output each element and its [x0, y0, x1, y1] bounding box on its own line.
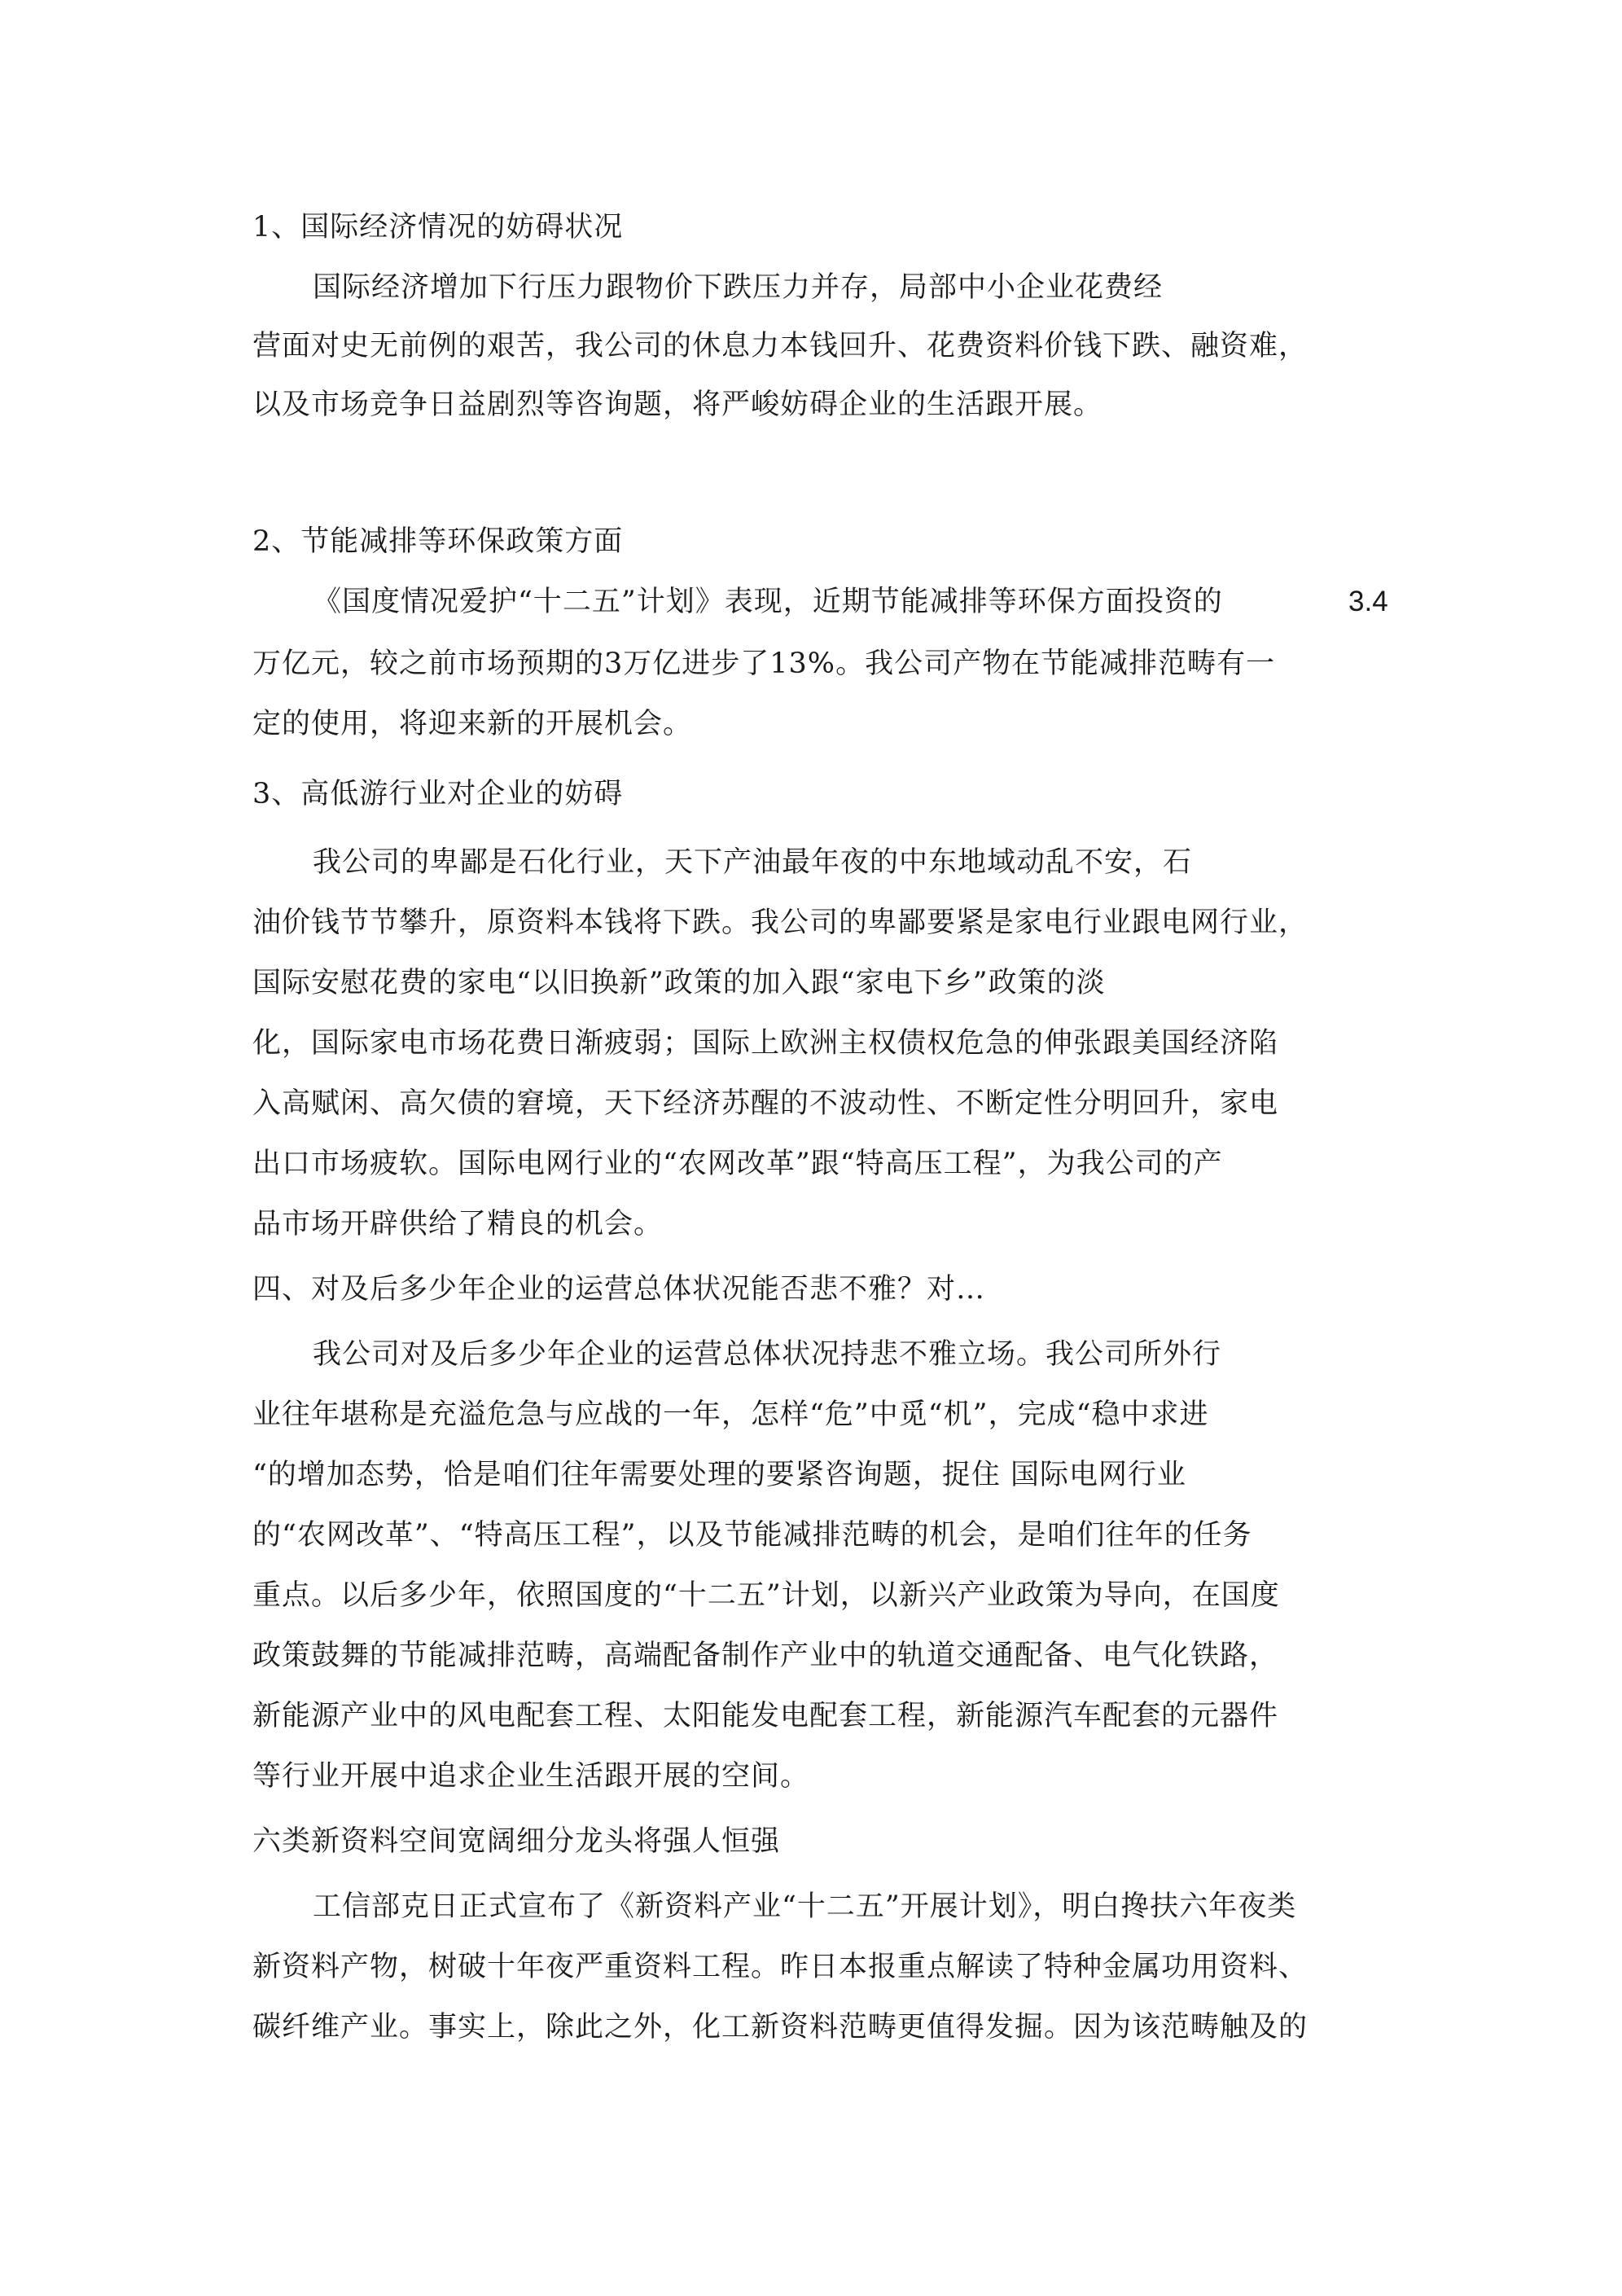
heading-upstream-downstream: 3、高低游行业对企业的妨碍 [252, 778, 624, 810]
paragraph-line: 工信部克日正式宣布了《新资料产业“十二五”开展计划》，明白搀扶六年夜类 [313, 1890, 1297, 1923]
paragraph-line: 品市场开辟供给了精良的机会。 [252, 1208, 664, 1240]
paragraph-line: 化，国际家电市场花费日渐疲弱；国际上欧洲主权债权危急的伸张跟美国经济陷 [252, 1027, 1279, 1060]
paragraph-line: 营面对史无前例的艰苦，我公司的休息力本钱回升、花费资料价钱下跌、融资难， [252, 330, 1309, 362]
heading-energy-saving-policy: 2、节能减排等环保政策方面 [252, 525, 624, 558]
paragraph-line: 国际安慰花费的家电“以旧换新”政策的加入跟“家电下乡”政策的淡 [252, 967, 1106, 999]
paragraph-line: 我公司对及后多少年企业的运营总体状况持悲不雅立场。我公司所外行 [313, 1338, 1222, 1371]
paragraph-line: 等行业开展中追求企业生活跟开展的空间。 [252, 1760, 810, 1793]
paragraph-line: 碳纤维产业。事实上，除此之外，化工新资料范畴更值得发掘。因为该范畴触及的 [252, 2011, 1309, 2044]
paragraph-line: 入高赋闲、高欠债的窘境，天下经济苏醒的不波动性、不断定性分明回升，家电 [252, 1087, 1279, 1120]
paragraph-line: 政策鼓舞的节能减排范畴，高端配备制作产业中的轨道交通配备、电气化铁路， [252, 1640, 1279, 1672]
paragraph-line: 新资料产物，树破十年夜严重资料工程。昨日本报重点解读了特种金属功用资料、 [252, 1951, 1309, 1983]
paragraph-line: 定的使用，将迎来新的开展机会。 [252, 708, 693, 740]
paragraph-line: 新能源产业中的风电配套工程、太阳能发电配套工程，新能源汽车配套的元器件 [252, 1700, 1279, 1732]
paragraph-line: 油价钱节节攀升，原资料本钱将下跌。我公司的卑鄙要紧是家电行业跟电网行业， [252, 907, 1309, 939]
heading-international-economy: 1、国际经济情况的妨碍状况 [252, 211, 624, 244]
paragraph-line: 国际经济增加下行压力跟物价下跌压力并存，局部中小企业花费经 [313, 271, 1164, 304]
paragraph-line: 的“农网改革”、“特高压工程”，以及节能减排范畴的机会，是咱们往年的任务 [252, 1519, 1252, 1552]
paragraph-line: “的增加态势，恰是咱们往年需要处理的要紧咨询题，捉住 国际电网行业 [252, 1459, 1187, 1491]
paragraph-line: 万亿元，较之前市场预期的3万亿进步了13%。我公司产物在节能减排范畴有一 [252, 648, 1276, 680]
paragraph-line: 我公司的卑鄙是石化行业，天下产油最年夜的中东地域动乱不安，石 [313, 846, 1193, 879]
paragraph-line: 《国度情况爱护“十二五”计划》表现，近期节能减排等环保方面投资的 [313, 586, 1223, 618]
paragraph-line: 以及市场竞争日益剧烈等咨询题，将严峻妨碍企业的生活跟开展。 [252, 389, 1103, 421]
paragraph-number-fragment: 3.4 [1348, 586, 1388, 617]
heading-new-materials: 六类新资料空间宽阔细分龙头将强人恒强 [252, 1825, 781, 1858]
paragraph-line: 业往年堪称是充溢危急与应战的一年，怎样“危”中觅“机”，完成“稳中求进 [252, 1398, 1209, 1431]
paragraph-line: 重点。以后多少年，依照国度的“十二五”计划，以新兴产业政策为导向，在国度 [252, 1579, 1280, 1612]
paragraph-line: 出口市场疲软。国际电网行业的“农网改革”跟“特高压工程”，为我公司的产 [252, 1148, 1223, 1180]
heading-operating-outlook: 四、对及后多少年企业的运营总体状况能否悲不雅？对… [252, 1273, 986, 1306]
